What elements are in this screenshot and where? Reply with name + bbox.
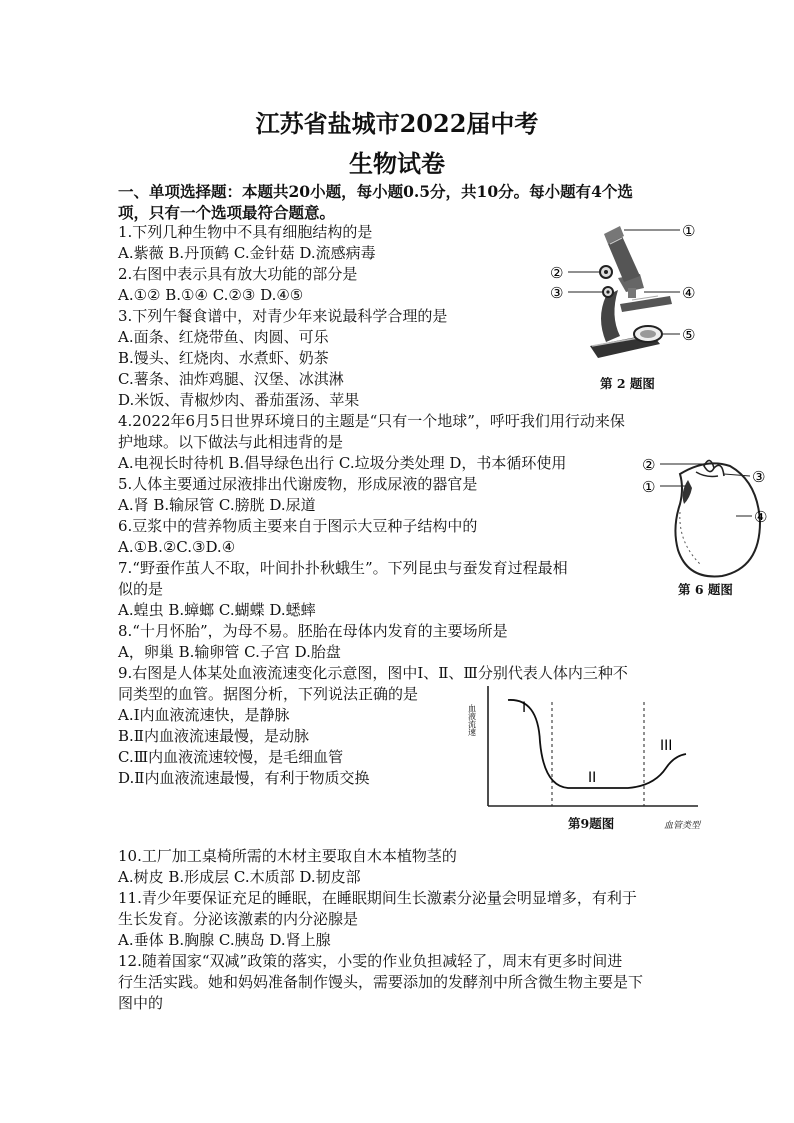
text-line: 似的是 bbox=[118, 580, 164, 598]
text-line: C.薯条、油炸鸡腿、汉堡、冰淇淋 bbox=[118, 370, 344, 388]
text-line: 图中的 bbox=[118, 994, 164, 1012]
fig6-label-3: ③ bbox=[752, 468, 766, 486]
text-line: A.电视长时待机 B.倡导绿色出行 C.垃圾分类处理 D，书本循环使用 bbox=[118, 454, 567, 472]
fig9-caption: 第9题图 bbox=[568, 816, 615, 831]
text-line: A.垂体 B.胸腺 C.胰岛 D.肾上腺 bbox=[118, 931, 331, 949]
fig6-label-1: ① bbox=[642, 478, 656, 496]
text-line: 4.2022年6月5日世界环境日的主题是“只有一个地球”，呼吁我们用行动来保 bbox=[118, 412, 625, 430]
text-line: A.面条、红烧带鱼、肉圆、可乐 bbox=[118, 328, 329, 346]
fig6-label-4: ④ bbox=[754, 508, 768, 526]
text-line: 8.“十月怀胎”，为母不易。胚胎在母体内发育的主要场所是 bbox=[118, 622, 508, 640]
fig6-caption: 第 6 题图 bbox=[678, 582, 733, 597]
text-line: 1.下列几种生物中不具有细胞结构的是 bbox=[118, 223, 373, 241]
text-line: A.肾 B.输尿管 C.膀胱 D.尿道 bbox=[118, 496, 316, 514]
text-line: 9.右图是人体某处血液流速变化示意图，图中Ⅰ、Ⅱ、Ⅲ分别代表人体内三种不 bbox=[118, 664, 628, 682]
fig2-label-5: ⑤ bbox=[682, 326, 696, 344]
text-line: A.蝗虫 B.蟑螂 C.蝴蝶 D.蟋蟀 bbox=[118, 601, 316, 619]
fig9-region-2: II bbox=[588, 770, 597, 786]
fig2-label-3: ③ bbox=[550, 284, 564, 302]
text-line: A，卵巢 B.输卵管 C.子宫 D.胎盘 bbox=[118, 643, 341, 661]
fig2-label-4: ④ bbox=[682, 284, 696, 302]
text-line: A.树皮 B.形成层 C.木质部 D.韧皮部 bbox=[118, 868, 361, 886]
text-line: 同类型的血管。据图分析，下列说法正确的是 bbox=[118, 685, 419, 703]
fig9-ylabel: 血液流速 bbox=[468, 704, 477, 736]
text-line: 5.人体主要通过尿液排出代谢废物，形成尿液的器官是 bbox=[118, 475, 478, 493]
paper-title: 江苏省盐城市2022届中考 bbox=[255, 109, 539, 138]
text-line: D.米饭、青椒炒肉、番茄蛋汤、苹果 bbox=[118, 391, 360, 409]
text-line: C.Ⅲ内血液流速较慢，是毛细血管 bbox=[118, 748, 344, 766]
fig2-label-2: ② bbox=[550, 264, 564, 282]
text-line: 11.青少年要保证充足的睡眠，在睡眠期间生长激素分泌量会明显增多，有利于 bbox=[118, 889, 637, 907]
text-line: A.①B.②C.③D.④ bbox=[118, 538, 236, 556]
text-line: A.Ⅰ内血液流速快，是静脉 bbox=[118, 706, 290, 724]
text-line: 12.随着国家“双减”政策的落实，小雯的作业负担减轻了，周末有更多时间进 bbox=[118, 952, 623, 970]
text-line: 10.工厂加工桌椅所需的木材主要取自木本植物茎的 bbox=[118, 847, 457, 865]
figure-blood-flow bbox=[468, 682, 708, 836]
text-line: B.馒头、红烧肉、水煮虾、奶茶 bbox=[118, 349, 329, 367]
figure-microscope bbox=[548, 218, 708, 397]
figure-bean-seed bbox=[640, 452, 780, 597]
text-line: 行生活实践。她和妈妈准备制作馒头，需要添加的发酵剂中所含微生物主要是下 bbox=[118, 973, 644, 991]
bean-seed-drawing bbox=[640, 452, 780, 584]
text-line: 生长发育。分泌该激素的内分泌腺是 bbox=[118, 910, 359, 928]
blood-flow-chart bbox=[468, 682, 708, 832]
text-line: D.Ⅱ内血液流速最慢，有利于物质交换 bbox=[118, 769, 370, 787]
fig2-caption: 第 2 题图 bbox=[600, 376, 655, 391]
text-line: 3.下列午餐食谱中，对青少年来说最科学合理的是 bbox=[118, 307, 448, 325]
text-line: A.①② B.①④ C.②③ D.④⑤ bbox=[118, 286, 304, 304]
section-header-line2: 项，只有一个选项最符合题意。 bbox=[118, 203, 336, 222]
fig6-label-2: ② bbox=[642, 456, 656, 474]
text-line: 护地球。以下做法与此相违背的是 bbox=[118, 433, 344, 451]
fig9-region-1: I bbox=[522, 700, 527, 716]
section-header-line1: 一、单项选择题：本题共20小题，每小题0.5分，共10分。每小题有4个选 bbox=[118, 182, 633, 201]
text-line: A.紫薇 B.丹顶鹤 C.金针菇 D.流感病毒 bbox=[118, 244, 376, 262]
paper-subtitle: 生物试卷 bbox=[349, 149, 445, 178]
microscope-drawing bbox=[548, 218, 708, 393]
text-line: B.Ⅱ内血液流速最慢，是动脉 bbox=[118, 727, 309, 745]
fig9-xlabel: 血管类型 bbox=[664, 821, 701, 831]
text-line: 7.“野蚕作茧人不取，叶间扑扑秋蛾生”。下列昆虫与蚕发育过程最相 bbox=[118, 559, 568, 577]
text-line: 6.豆浆中的营养物质主要来自于图示大豆种子结构中的 bbox=[118, 517, 478, 535]
fig2-label-1: ① bbox=[682, 222, 696, 240]
fig9-region-3: III bbox=[660, 738, 673, 754]
text-line: 2.右图中表示具有放大功能的部分是 bbox=[118, 265, 358, 283]
